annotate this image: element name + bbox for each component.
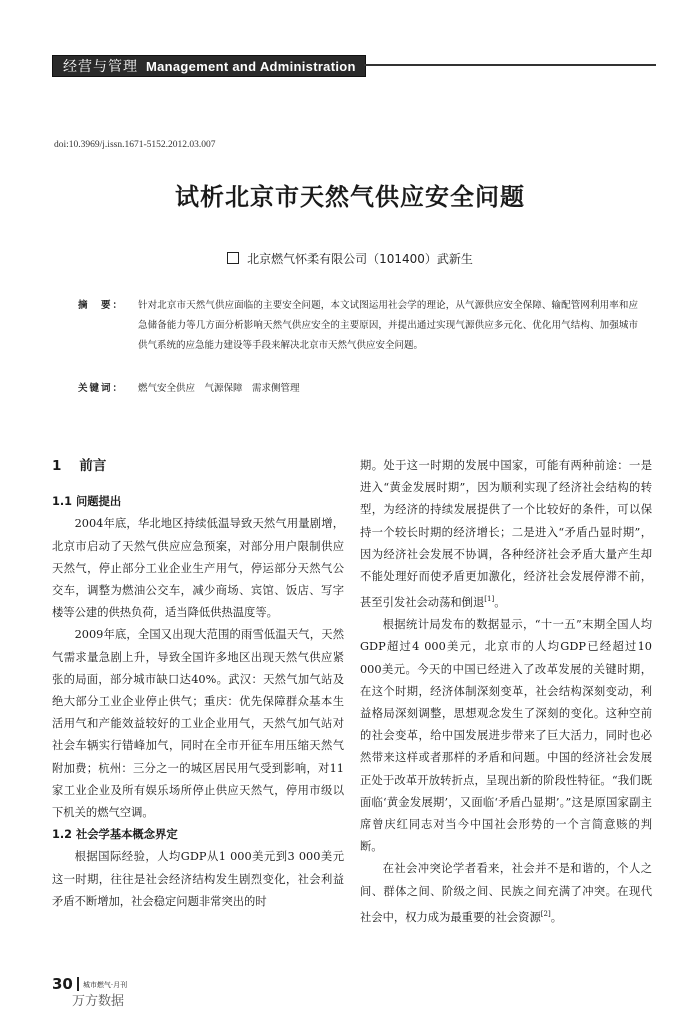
paragraph-text: 期。处于这一时期的发展中国家，可能有两种前途：一是进入“黄金发展时期”，因为顺利实现了经济社会结构的转型，为经济的持续发展提供了一个比较好的条件，可以保持一个较长时期的经济增长；二是进入“矛盾凸显时期”，因为经济社会发展不协调，各种经济社会矛盾大量产生却不能处理好而使矛盾更加激化，经济社会发展停滞不前，甚至引发社会动荡和倒退	[360, 459, 652, 609]
subsection-heading: 1.2 社会学基本概念界定	[52, 828, 178, 842]
section-label-cn: 经营与管理	[63, 59, 138, 75]
paragraph	[360, 858, 652, 928]
paragraph-end: 。	[494, 595, 506, 609]
abstract-text: 针对北京市天然气供应面临的主要安全问题，本文试图运用社会学的理论，从气源供应安全保障、输配管网利用率和应急储备能力等几方面分析影响天然气供应安全的主要原因，并提出通过实现气源供应多元化、优化用气结构、加强城市供气系统的应急能力建设等手段来解决北京市天然气供应安全问题。	[138, 300, 638, 351]
keywords	[78, 379, 638, 399]
article-title: 试析北京市天然气供应安全问题	[175, 183, 525, 211]
section-label-en: Management and Administration	[146, 58, 356, 74]
doi: doi:10.3969/j.issn.1671-5152.2012.03.007	[54, 140, 216, 150]
paragraph	[360, 455, 652, 614]
journal-name: 城市燃气·月刊	[82, 981, 128, 989]
paragraph-text: 在社会冲突论学者看来，社会并不是和谐的，个人之间、群体之间、阶级之间、民族之间充满了冲突。在现代社会中，权力成为最重要的社会资源	[360, 862, 652, 924]
paragraph: 2004年底，华北地区持续低温导致天然气用量剧增，北京市启动了天然气供应应急预案，对部分用户限制供应天然气，停止部分工业企业生产用气，停运部分天然气公交车，调整为燃油公交车，减少商场、宾馆、饭店、写字楼等公建的供热负荷，适当降低供热温度等。	[52, 517, 344, 620]
paragraph: 2009年底，全国又出现大范围的雨雪低温天气，天然气需求量急剧上升，导致全国许多地区出现天然气供应紧张的局面，部分城市缺口达40%。武汉：天然气加气站及绝大部分工业企业停止供气；重庆：优先保障群众基本生活用气和产能效益较好的工业企业用气，天然气加气站对社会车辆实行错峰加气，同时在全市开征车用压缩天然气附加费；杭州：三分之一的城区居民用气受到影响，对11家工业企业及所有娱乐场所停止供应天然气，停用市级以下机关的燃气空调。	[52, 628, 344, 820]
author-text: 北京燃气怀柔有限公司（101400）武新生	[247, 252, 473, 266]
watermark: 万方数据	[72, 994, 125, 1009]
section-heading-text: 前言	[79, 458, 107, 474]
abstract	[78, 296, 638, 356]
left-column	[52, 455, 344, 913]
page-number: 30	[52, 975, 73, 993]
subsection-heading: 1.1 问题提出	[52, 495, 122, 509]
footer-divider	[77, 977, 79, 991]
keywords-text: 燃气安全供应 气源保障 需求侧管理	[138, 383, 300, 394]
paragraph: 根据国际经验，人均GDP从1 000美元到3 000美元这一时期，往往是社会经济结构发生剧烈变化，社会利益矛盾不断增加，社会稳定问题非常突出的时	[52, 850, 344, 908]
citation-ref: [1]	[484, 595, 495, 604]
right-column	[360, 455, 652, 929]
abstract-label: 摘 要：	[78, 300, 125, 311]
paragraph-end: 。	[550, 910, 562, 924]
section-heading	[52, 455, 344, 477]
author-line	[0, 250, 700, 267]
paragraph: 根据统计局发布的数据显示，“十一五”末期全国人均GDP超过4 000美元，北京市的人均GDP已经超过10 000美元。今天的中国已经进入了改革发展的关键时期，在这个时期，经济体制深刻变革，社会结构深刻变动，利益格局深刻调整，思想观念发生了深刻的变化。这种空前的社会变革，给中国发展进步带来了巨大活力，同时也必然带来这样或者那样的矛盾和问题。中国的经济社会发展正处于改革开放转折点，呈现出新的阶段性特征。“我们既面临‘黄金发展期’，又面临‘矛盾凸显期’。”这是原国家副主席曾庆红同志对当今中国社会形势的一个言简意赅的判断。	[360, 618, 652, 854]
citation-ref: [2]	[540, 909, 551, 918]
section-header-band	[52, 55, 366, 77]
checkbox-square-icon	[227, 252, 239, 264]
keywords-label: 关键词：	[78, 383, 125, 394]
header-rule-line	[364, 64, 656, 66]
section-number: 1	[52, 458, 62, 474]
